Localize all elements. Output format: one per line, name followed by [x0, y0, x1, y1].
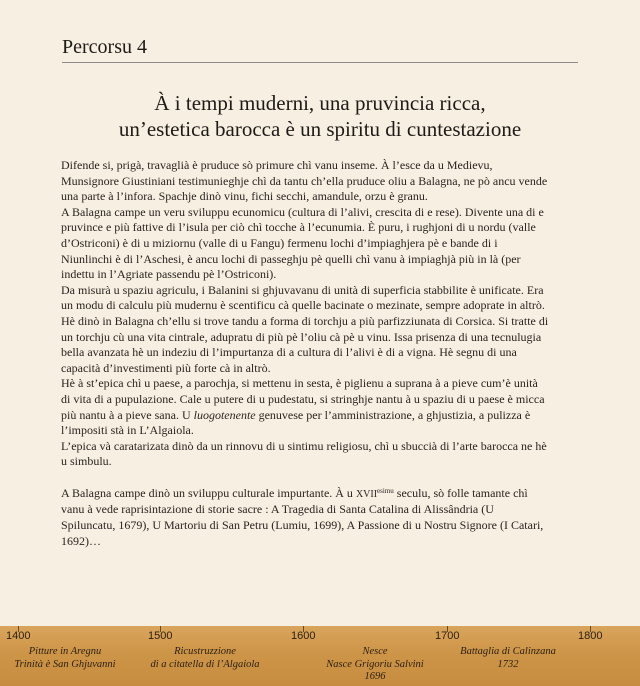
- event-aregnu-line-2: Trinità è San Ghjuvanni: [14, 658, 116, 670]
- event-calinzana-year: 1732: [497, 658, 519, 670]
- event-salvini-line-1: Nesce: [362, 646, 388, 657]
- event-salvini-year: 1696: [364, 671, 386, 682]
- timeline-year-1600: 1600: [291, 630, 316, 642]
- timeline-year-1400: 1400: [6, 630, 31, 642]
- timeline-event-citatella: [130, 646, 280, 671]
- page-title: [0, 90, 640, 142]
- timeline-event-aregnu: [2, 646, 128, 671]
- paragraph-4-start: Hè à st’epica chì u paese, a parochja, si mettenu in sesta, è piglienu a suprana à a pieve cum’è unità di vita di a pupulazione. Cale u putere di u pudestatu, si stringhje nantu à u spaziu di u paese è micca più nantu à a pieve sana. U: [61, 376, 545, 422]
- paragraph-2: A Balagna campe un veru sviluppu ecunomicu (cultura di l’alivi, crescita di e rese). Divente una di e pruvince e più fattive di l’isula per ciò chì tocche à l’ecunumia. È puru, i rughjoni di u nordu (valle d’Ostriconi) è di u miziornu (valle di u Fangu) fermenu lochi d’impiaghjera pè e bande di i Niunlinchi è di l’Aschesi, è ancu lochi di passeghju pè quelli chì vanu à impiaghjà più in là (per indettu in l’Agriate passendu pè l’Ostriconi).: [61, 204, 544, 282]
- page-title-line-2: un’estetica barocca è un spiritu di cuntestazione: [118, 117, 522, 141]
- event-citatella-line-2: di a citatella di l’Algaiola: [150, 658, 260, 670]
- century-superscript: esimu: [377, 486, 394, 495]
- event-aregnu-line-1: Pitture in Aregnu: [28, 646, 102, 657]
- timeline-year-1800: 1800: [578, 630, 603, 642]
- paragraph-6-end: seculu, sò folle tamante chì vanu à vede raprisintazione di storie sacre : A Tragedia di Santa Catalina di Alissândria (U Spiluncatu, 1679), U Martoriu di San Petru (Lumiu, 1699), A Passione di u Nostru Signore (I Catari, 1692)…: [61, 485, 544, 548]
- paragraph-4-emphasis: luogotenente: [193, 407, 256, 422]
- paragraph-6-start: A Balagna campe dinò un sviluppu culturale impurtante. À u: [61, 485, 356, 500]
- timeline-year-1500: 1500: [148, 630, 173, 642]
- event-salvini-line-2: Nasce Grigoriu Salvini: [326, 658, 424, 670]
- paragraph-4: [61, 376, 549, 438]
- event-calinzana-line-1: Battaglia di Calinzana: [460, 646, 556, 657]
- timeline-year-1700: 1700: [435, 630, 460, 642]
- paragraph-1: Difende si, prigà, travaglià è pruduce sò primure chì vanu inseme. À l’esce da u Medievu, Munsignore Giustiniani testimunieghje chì da tantu ch’ella pruduce oliu a Balagna, ne pò ancu vende una parte à l’infora. Spachje dinò vinu, fichi secchi, amandule, orzu è granu.: [61, 158, 548, 204]
- paragraph-4-end: genuvese per l’amministrazione, a ghjustizia, a pulizza è l’impositi stà in L’Algaiola.: [61, 407, 531, 438]
- timeline-event-salvini: [310, 646, 440, 684]
- timeline-event-calinzana: [446, 646, 570, 671]
- chapter-header: [62, 34, 578, 63]
- event-citatella-line-1: Ricustruzzione: [174, 646, 236, 657]
- paragraph-6: [61, 484, 549, 549]
- body-text: [61, 158, 549, 549]
- timeline-band: [0, 626, 640, 686]
- paragraph-5: L’epica và caratarizata dinò da un rinnovu di u sintimu religiosu, chì u sbuccià di l’arte barocca ne hè u simbulu.: [61, 438, 547, 469]
- paragraph-3: Da misurà u spaziu agriculu, i Balanini si ghjuvavanu di unità di superficia stabbilite è unificate. Era un modu di calculu più mudernu è scentificu cà quelle bacinate o mezinate, sempre adoprate in altrò. Hè dinò in Balagna ch’ellu si trove tandu a forma di torchju a più parfizziunata di Corsica. Si tratte di un torchju cù una vita cintrale, adupratu di più pè l’oliu cà pè u vinu. Issa prisenza di una tecnulugia bella avanzata hè un indeziu di l’impurtanza di a cultura di l’alivi è di a vigna. Hè segnu di una capacità d’investimenti più forte cà in altrò.: [61, 282, 549, 375]
- chapter-title: Percorsu 4: [62, 36, 147, 58]
- century-roman: XVII: [355, 488, 378, 500]
- page-title-line-1: À i tempi muderni, una pruvincia ricca,: [154, 91, 486, 115]
